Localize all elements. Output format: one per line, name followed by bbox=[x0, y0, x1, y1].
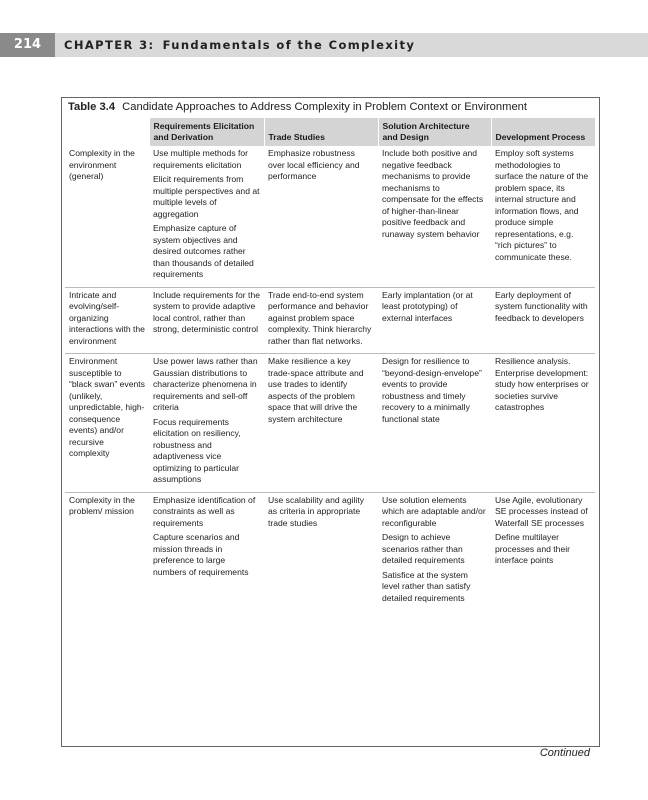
cell-paragraph: Emphasize identification of constraints as well as requirements bbox=[153, 494, 256, 528]
cell-paragraph: Emphasize capture of system objectives and desired outcomes rather than thousands of detailed requirements bbox=[153, 223, 254, 279]
cell-paragraph: Include requirements for the system to provide adaptive local control, rather than strong, deterministic control bbox=[153, 289, 261, 334]
header-solution-architecture: Solution Architecture and Design bbox=[378, 118, 491, 146]
cell-paragraph: Employ soft systems methodologies to surface the nature of the problem space, its internal structure and information flows, and produce simple representations, e.g. “rich pictures” to communicate these. bbox=[495, 148, 589, 262]
table-container bbox=[61, 97, 600, 747]
requirements-cell bbox=[149, 354, 264, 493]
header-requirements: Requirements Elicitation and Derivation bbox=[149, 118, 264, 146]
cell-paragraph: Make resilience a key trade-space attribute and use trades to identify aspects of the problem space that will drive the system architecture bbox=[268, 356, 364, 424]
header-development-process: Development Process bbox=[491, 118, 595, 146]
chapter-heading bbox=[64, 33, 415, 57]
table-row bbox=[65, 492, 595, 610]
cell-paragraph: Resilience analysis. Enterprise development: study how enterprises or societies survive catastrophes bbox=[495, 356, 589, 412]
cell-paragraph: Define multilayer processes and their interface points bbox=[495, 532, 570, 565]
solution-design-cell bbox=[378, 354, 491, 493]
chapter-title: Fundamentals of the Complexity bbox=[162, 38, 416, 52]
approaches-table bbox=[65, 118, 595, 610]
development-process-cell bbox=[491, 354, 595, 493]
context-cell: Complexity in the environment (general) bbox=[65, 146, 149, 287]
table-label: Table 3.4 bbox=[68, 101, 116, 113]
requirements-cell bbox=[149, 287, 264, 354]
table-row bbox=[65, 146, 595, 287]
cell-paragraph: Design to achieve scenarios rather than detailed requirements bbox=[382, 532, 465, 565]
cell-paragraph: Use power laws rather than Gaussian distributions to characterize phenomena in requirements and sell-off criteria bbox=[153, 356, 258, 412]
header-blank bbox=[65, 118, 149, 146]
trade-studies-cell bbox=[264, 354, 378, 493]
development-process-cell bbox=[491, 287, 595, 354]
continued-note: Continued bbox=[539, 747, 590, 759]
table-header-row bbox=[65, 118, 595, 146]
solution-design-cell bbox=[378, 287, 491, 354]
trade-studies-cell bbox=[264, 287, 378, 354]
context-cell: Intricate and evolving/self-organizing interactions with the environment bbox=[65, 287, 149, 354]
cell-paragraph: Focus requirements elicitation on resiliency, robustness and adaptiveness vice optimizing to particular assumptions bbox=[153, 416, 241, 484]
cell-paragraph: Design for resilience to “beyond-design-envelope” events to provide robustness and timely recovery to a minimally functional state bbox=[382, 356, 482, 424]
cell-paragraph: Use Agile, evolutionary SE processes instead of Waterfall SE processes bbox=[495, 494, 588, 528]
page-number: 214 bbox=[0, 33, 55, 57]
requirements-cell bbox=[149, 492, 264, 610]
cell-paragraph: Early deployment of system functionality with feedback to developers bbox=[495, 289, 588, 323]
development-process-cell bbox=[491, 492, 595, 610]
solution-design-cell bbox=[378, 146, 491, 287]
requirements-cell bbox=[149, 146, 264, 287]
cell-paragraph: Capture scenarios and mission threads in preference to large numbers of requirements bbox=[153, 532, 249, 577]
cell-paragraph: Include both positive and negative feedback mechanisms to provide mechanisms to compensate for the effects of higher-than-linear positive feedback and runaway system behavior bbox=[382, 148, 484, 239]
cell-paragraph: Use multiple methods for requirements elicitation bbox=[153, 148, 249, 170]
table-row bbox=[65, 354, 595, 493]
table-body bbox=[65, 146, 595, 610]
table-title: Candidate Approaches to Address Complexity in Problem Context or Environment bbox=[122, 101, 527, 113]
context-cell: Complexity in the problem/ mission bbox=[69, 494, 135, 516]
context-cell: Environment susceptible to “black swan” events (unlikely, unpredictable, high-consequence events) and/or recursive complexity bbox=[65, 354, 149, 493]
cell-paragraph: Trade end-to-end system performance and behavior against problem space complexity. Think hierarchy rather than flat networks. bbox=[268, 289, 372, 346]
trade-studies-cell bbox=[264, 492, 378, 610]
cell-paragraph: Use scalability and agility as criteria in appropriate trade studies bbox=[268, 494, 365, 528]
solution-design-cell bbox=[378, 492, 491, 610]
cell-paragraph: Early implantation (or at least prototyping) of external interfaces bbox=[382, 289, 473, 323]
chapter-label: CHAPTER 3: bbox=[64, 38, 155, 52]
cell-paragraph: Emphasize robustness over local efficiency and performance bbox=[268, 148, 360, 181]
development-process-cell bbox=[491, 146, 595, 287]
table-row bbox=[65, 287, 595, 354]
header-trade-studies: Trade Studies bbox=[264, 118, 378, 146]
table-caption bbox=[62, 98, 599, 118]
cell-paragraph: Use solution elements which are adaptable and/or reconfigurable bbox=[382, 494, 486, 528]
trade-studies-cell bbox=[264, 146, 378, 287]
cell-paragraph: Satisfice at the system level rather than satisfy detailed requirements bbox=[382, 569, 471, 603]
cell-paragraph: Elicit requirements from multiple perspectives and at multiple levels of aggregation bbox=[153, 174, 260, 219]
